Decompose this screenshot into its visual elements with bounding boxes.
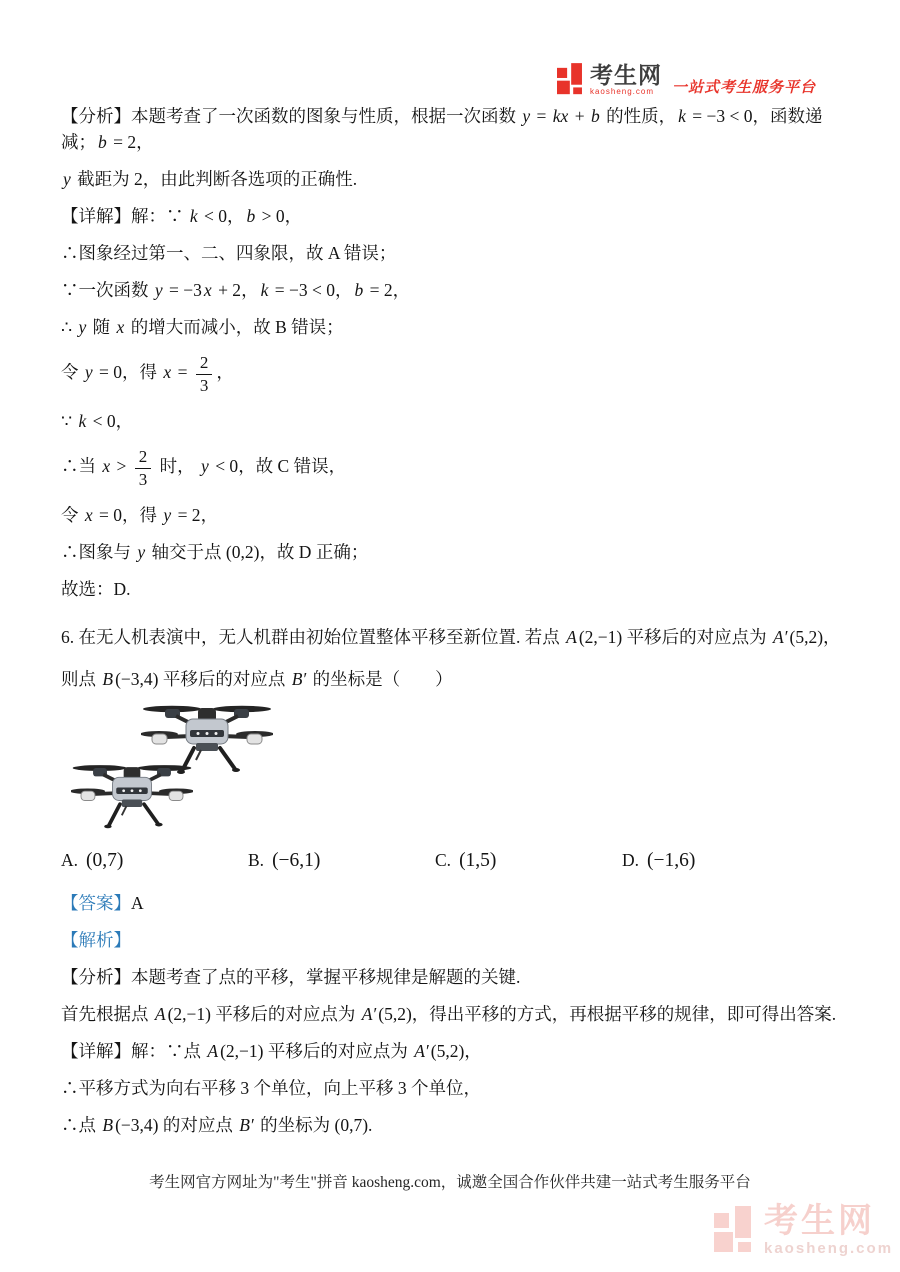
math-run: b <box>98 132 107 152</box>
math-run: B′ <box>291 669 307 690</box>
text-run: (5,2) <box>789 627 824 648</box>
math-run: y <box>163 505 172 526</box>
text-run: 令 <box>61 362 83 383</box>
math-run: B <box>102 669 114 690</box>
text-run: = <box>532 106 551 126</box>
text-line <box>61 314 847 340</box>
text-run: ， <box>284 206 303 226</box>
text-run: 平移后的对应点为 <box>263 1041 413 1062</box>
math-run: k <box>678 106 686 126</box>
brand-domain: kaosheng.com <box>589 87 655 96</box>
text-line <box>61 964 847 990</box>
text-run: 随 <box>88 317 115 337</box>
math-run: B <box>102 1115 114 1136</box>
text-run: ，得出平移的方式，再根据平移的规律，即可得出答案. <box>411 1004 837 1025</box>
text-run: > <box>112 456 131 477</box>
text-run: ，函数递减； <box>61 106 823 152</box>
math-run: x <box>116 317 125 337</box>
math-run: k <box>260 280 269 300</box>
text-run: ， <box>136 132 154 152</box>
text-run: ， <box>216 362 234 383</box>
text-run: + 2 <box>213 280 242 300</box>
text-run: ∴图象与 <box>61 542 136 563</box>
page-footer <box>0 1170 900 1192</box>
brand-slogan: 一站式考生服务平台 <box>671 79 816 96</box>
section-label: 【解析】 <box>61 930 131 951</box>
math-run: A <box>154 1004 166 1025</box>
math-run: b <box>354 280 364 300</box>
text-run: = 2 <box>365 280 393 300</box>
text-run: 时， <box>155 456 200 477</box>
text-line <box>61 1112 847 1138</box>
math-run: b <box>246 206 256 226</box>
math-run: A′ <box>772 627 788 648</box>
math-run: y <box>154 280 163 300</box>
math-run: y <box>522 106 531 126</box>
text-run: 【详解】解：∵ <box>61 206 188 226</box>
text-run: (5,2) <box>430 1041 465 1062</box>
option-label: D. <box>622 850 640 871</box>
math-run: x <box>84 505 93 526</box>
text-run: 故选：D. <box>61 579 131 600</box>
text-run: ， <box>227 206 245 226</box>
brand-name: 考生网 <box>589 62 662 88</box>
text-run: < 0 <box>88 411 116 432</box>
footer-text: 考生网官方网址为"考生"拼音 kaosheng.com，诚邀全国合作伙伴共建一站式考生服务平台 <box>149 1174 751 1191</box>
text-run: (0,7) <box>334 1115 369 1136</box>
text-run: 轴交于点 <box>147 542 226 563</box>
math-run: k <box>78 411 87 432</box>
text-run: (−3,4) <box>115 669 159 690</box>
text-run: < 0 <box>199 206 228 226</box>
text-line <box>61 624 847 650</box>
text-run: ∵一次函数 <box>61 280 153 300</box>
text-run: ，得 <box>122 362 162 383</box>
math-run: y <box>84 362 93 383</box>
kaosheng-logo-icon <box>557 62 584 98</box>
math-run: kx <box>552 106 569 126</box>
text-run: (2,−1) <box>167 1004 211 1025</box>
watermark-brand-domain: kaosheng.com <box>764 1240 894 1257</box>
text-run: = −3 < 0 <box>270 280 335 300</box>
options-row <box>61 850 847 872</box>
text-run: A <box>131 893 144 914</box>
text-run: ， <box>200 505 219 526</box>
text-run: 【详解】解：∵点 <box>61 1041 206 1062</box>
watermark-logo <box>714 1204 893 1256</box>
option-b <box>248 850 435 872</box>
text-run: 令 <box>61 505 83 526</box>
text-run: < 0 <box>210 456 239 477</box>
math-run: x <box>102 456 111 477</box>
text-run: ，得 <box>122 505 162 526</box>
text-run: 的性质， <box>601 106 677 126</box>
drone-image <box>71 756 193 832</box>
text-run: 截距为 2，由此判断各选项的正确性. <box>72 169 358 189</box>
text-run: > 0 <box>257 206 285 226</box>
fraction: $\frac{2}{3}$ <box>196 353 213 395</box>
watermark-brand-name: 考生网 <box>764 1202 875 1240</box>
text-line <box>61 277 847 303</box>
text-run: + <box>570 106 589 126</box>
text-line <box>61 240 847 266</box>
math-run: x <box>203 280 212 300</box>
text-run: 【分析】本题考查了点的平移，掌握平移规律是解题的关键. <box>61 967 521 988</box>
document-content <box>61 103 847 1149</box>
text-line <box>61 1038 847 1064</box>
brand-text-block <box>590 64 662 96</box>
text-run: ∴图象经过第一、二、四象限，故 A 错误； <box>61 243 397 263</box>
text-line <box>61 166 847 192</box>
option-value: (−6,1) <box>272 850 321 872</box>
option-d <box>622 850 695 872</box>
text-run: = 2 <box>173 505 201 526</box>
option-c <box>435 850 622 872</box>
text-run: (−3,4) <box>115 1115 159 1136</box>
text-run: ， <box>241 280 259 300</box>
math-run: A <box>566 627 577 648</box>
text-run: ∴点 <box>61 1115 101 1136</box>
text-run: = 0 <box>94 362 123 383</box>
text-line <box>61 502 847 528</box>
text-line <box>61 203 847 229</box>
math-run: k <box>189 206 198 226</box>
math-run: y <box>137 542 146 563</box>
text-run: ∴当 <box>61 456 101 477</box>
option-value: (1,5) <box>459 850 497 872</box>
text-line <box>61 539 847 565</box>
text-run: = <box>173 362 192 383</box>
text-run: ，故 C 错误， <box>238 456 347 477</box>
text-run: 6. 在无人机表演中，无人机群由初始位置整体平移至新位置. 若点 <box>61 627 565 648</box>
solution-text-block <box>61 103 847 692</box>
text-run: ， <box>823 627 841 648</box>
watermark-text-block <box>764 1204 893 1256</box>
text-run: (2,−1) <box>220 1041 264 1062</box>
text-run: 【分析】本题考查了一次函数的图象与性质，根据一次函数 <box>61 106 521 126</box>
text-run: ，故 D 正确； <box>259 542 369 563</box>
option-label: B. <box>248 850 265 871</box>
option-label: A. <box>61 850 79 871</box>
math-run: b <box>590 106 600 126</box>
text-run: 的坐标为 <box>255 1115 335 1136</box>
text-run: = 2 <box>108 132 137 152</box>
text-run: 则点 <box>61 669 101 690</box>
text-line <box>61 927 847 953</box>
text-run: (0,2) <box>225 542 260 563</box>
text-line <box>61 666 847 692</box>
text-line <box>61 103 847 155</box>
text-run: ∵ <box>61 411 77 432</box>
kaosheng-watermark-icon <box>714 1206 754 1256</box>
question-figure <box>61 696 847 838</box>
option-a <box>61 850 248 872</box>
text-run: (5,2) <box>378 1004 412 1025</box>
text-run: 平移后的对应点为 <box>622 627 771 648</box>
text-run: 的坐标是（ ） <box>308 669 453 690</box>
fraction: $\frac{2}{3}$ <box>135 447 152 489</box>
math-run: A′ <box>414 1041 429 1062</box>
text-run: 平移后的对应点 <box>158 669 290 690</box>
math-run: y <box>201 456 209 477</box>
option-value: (−1,6) <box>647 850 696 872</box>
text-run: = −3 <box>164 280 202 300</box>
math-run: y <box>78 317 87 337</box>
math-run: y <box>63 169 71 189</box>
text-line <box>61 351 847 397</box>
section-label: 【答案】 <box>61 893 131 914</box>
text-line <box>61 445 847 491</box>
text-line <box>61 1001 847 1027</box>
text-run: 平移后的对应点为 <box>210 1004 360 1025</box>
text-line <box>61 1075 847 1101</box>
text-run: 首先根据点 <box>61 1004 153 1025</box>
text-run: 的对应点 <box>158 1115 238 1136</box>
math-run: A <box>207 1041 219 1062</box>
text-run: ， <box>115 411 134 432</box>
option-label: C. <box>435 850 452 871</box>
text-line <box>61 890 847 916</box>
text-run: (2,−1) <box>578 627 623 648</box>
option-value: (0,7) <box>86 850 124 872</box>
text-line <box>61 576 847 602</box>
site-logo <box>557 62 816 98</box>
text-run: ， <box>464 1041 482 1062</box>
text-run: 的增大而减小，故 B 错误； <box>126 317 344 337</box>
text-run: . <box>368 1115 373 1136</box>
text-run: = −3 < 0 <box>687 106 753 126</box>
text-line <box>61 408 847 434</box>
math-run: x <box>163 362 172 383</box>
text-run: = 0 <box>94 505 123 526</box>
text-run: ∴ <box>61 317 77 337</box>
math-run: B′ <box>239 1115 254 1136</box>
text-run: ∴平移方式为向右平移 3 个单位，向上平移 3 个单位， <box>61 1078 481 1099</box>
text-run: ， <box>392 280 411 300</box>
text-run: ， <box>334 280 353 300</box>
answer-text-block <box>61 890 847 1138</box>
math-run: A′ <box>361 1004 377 1025</box>
